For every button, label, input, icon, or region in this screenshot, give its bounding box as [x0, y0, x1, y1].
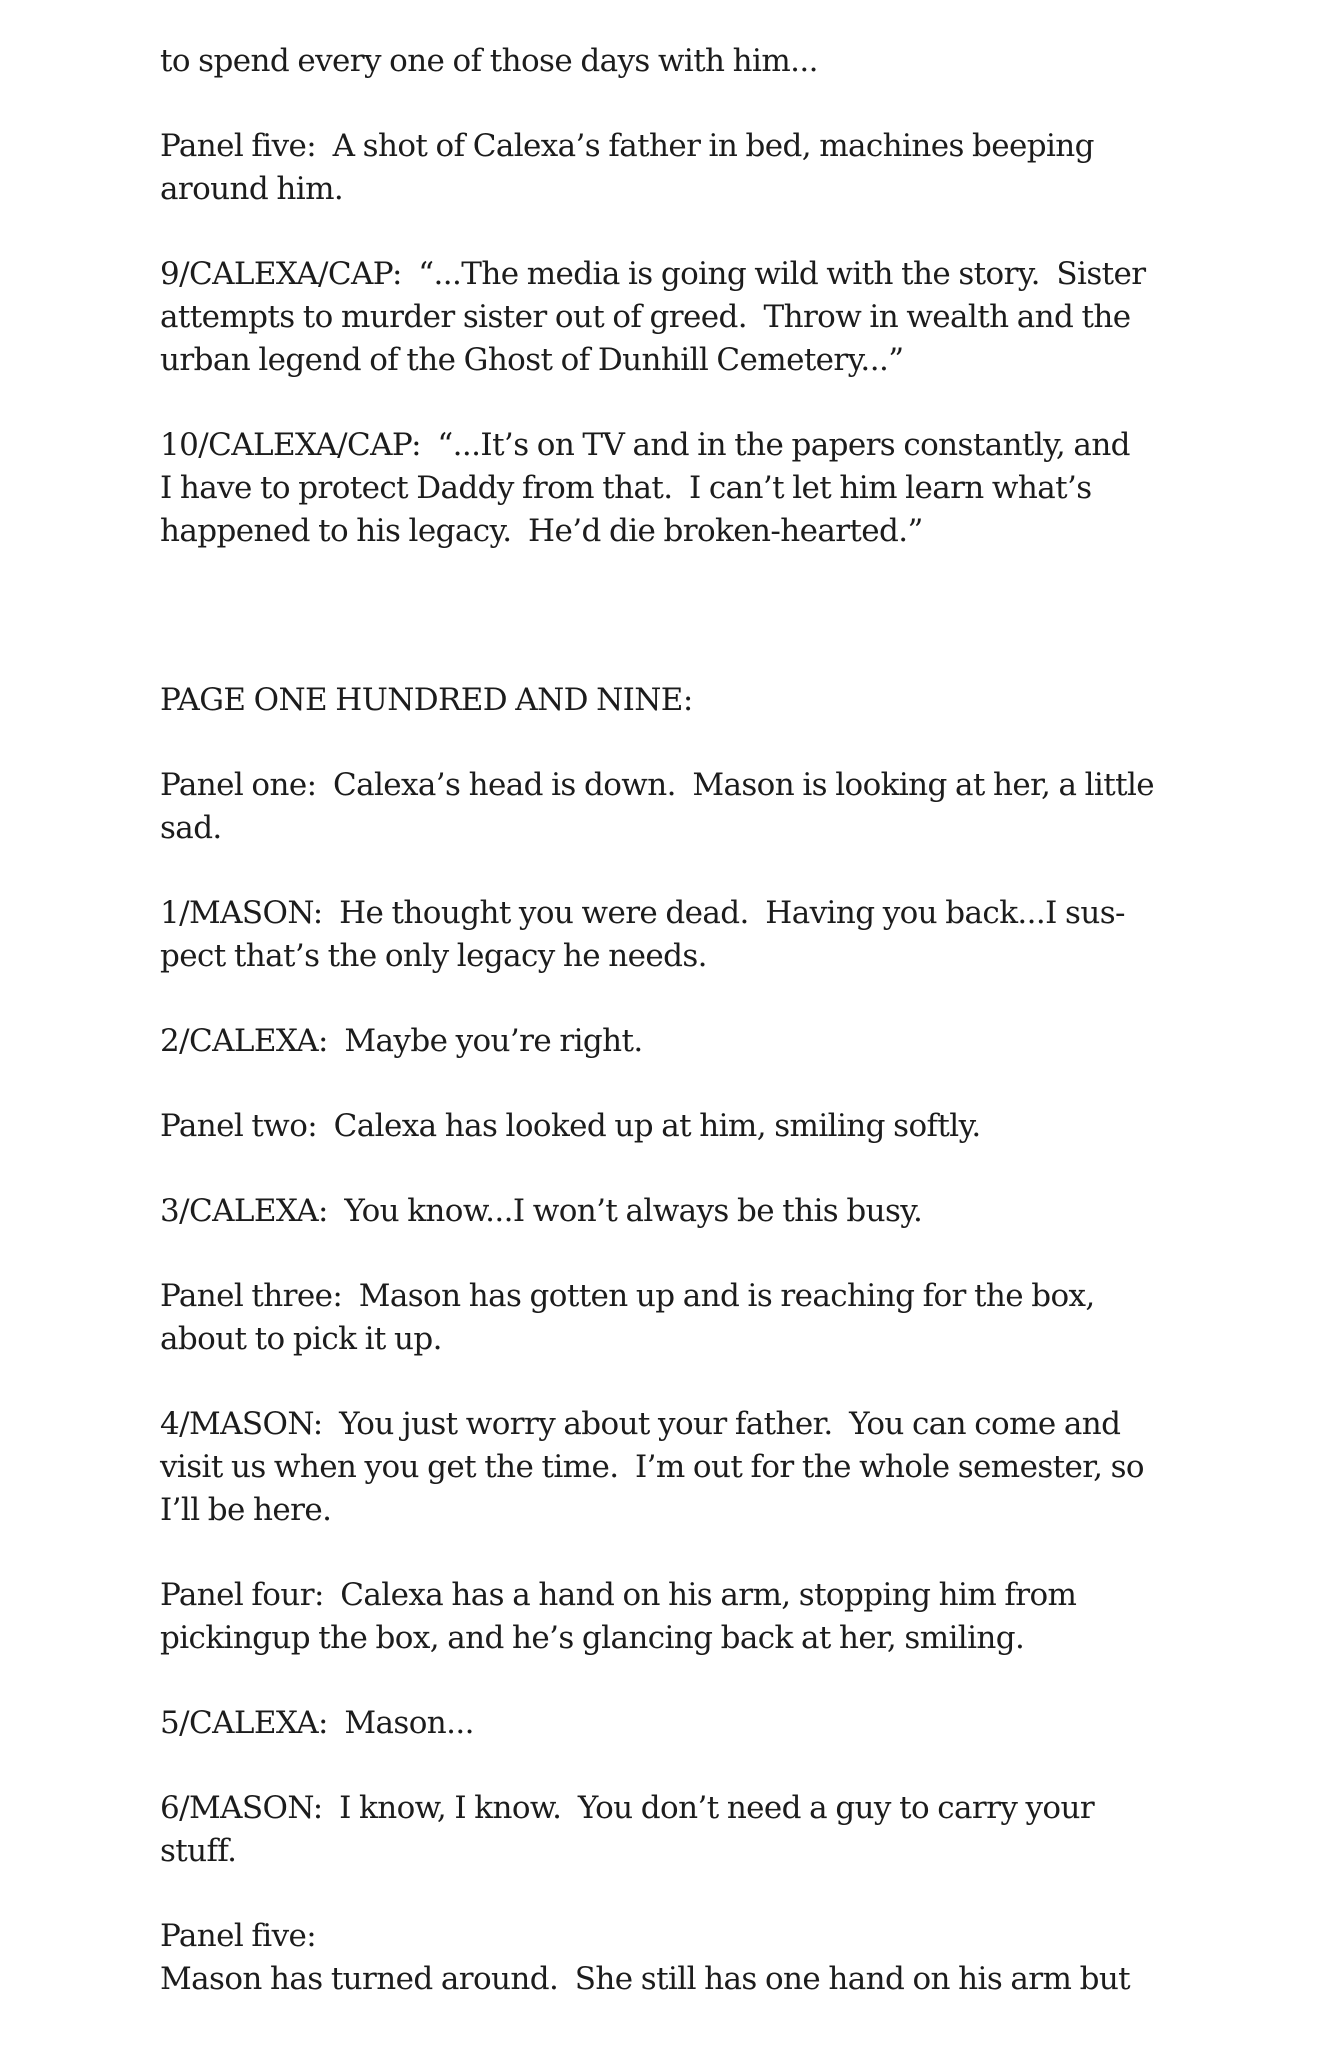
panel-description: Panel three: Mason has gotten up and is reaching for the box, about to pick it up.: [160, 1278, 1095, 1357]
caption-line: 10/CALEXA/CAP: “...It’s on TV and in the papers constantly, and I have to protect Daddy from that. I can’t let him learn what’s happened to his legacy. He’d die broken-hearted.”: [160, 427, 1130, 549]
dialogue-line: 5/CALEXA: Mason...: [160, 1705, 474, 1741]
caption-line: 9/CALEXA/CAP: “...The media is going wild with the story. Sister attempts to murder sister out of greed. Throw in wealth and the urban legend of the Ghost of Dunhill Cemetery...”: [160, 256, 1146, 378]
script-text-body: [160, 40, 1290, 2043]
panel-description: Panel five: Mason has turned around. She still has one hand on his arm but: [160, 1918, 1131, 1997]
panel-description: Panel one: Calexa’s head is down. Mason is looking at her, a little sad.: [160, 767, 1154, 846]
panel-description: Panel two: Calexa has looked up at him, smiling softly.: [160, 1108, 981, 1144]
panel-description: Panel four: Calexa has a hand on his arm, stopping him from pickingup the box, and he’s glancing back at her, smiling.: [160, 1577, 1077, 1656]
dialogue-line: 1/MASON: He thought you were dead. Having you back...I sus- pect that’s the only legacy he needs.: [160, 895, 1125, 974]
page-heading: PAGE ONE HUNDRED AND NINE:: [160, 682, 693, 718]
dialogue-line: 3/CALEXA: You know...I won’t always be this busy.: [160, 1193, 923, 1229]
dialogue-continuation: to spend every one of those days with him...: [160, 43, 818, 79]
panel-description: Panel five: A shot of Calexa’s father in bed, machines beeping around him.: [160, 128, 1094, 207]
dialogue-line: 6/MASON: I know, I know. You don’t need a guy to carry your stuff.: [160, 1790, 1095, 1869]
dialogue-line: 4/MASON: You just worry about your father. You can come and visit us when you get the time. I’m out for the whole semester, so I’ll be here.: [160, 1406, 1144, 1528]
dialogue-line: 2/CALEXA: Maybe you’re right.: [160, 1023, 643, 1059]
